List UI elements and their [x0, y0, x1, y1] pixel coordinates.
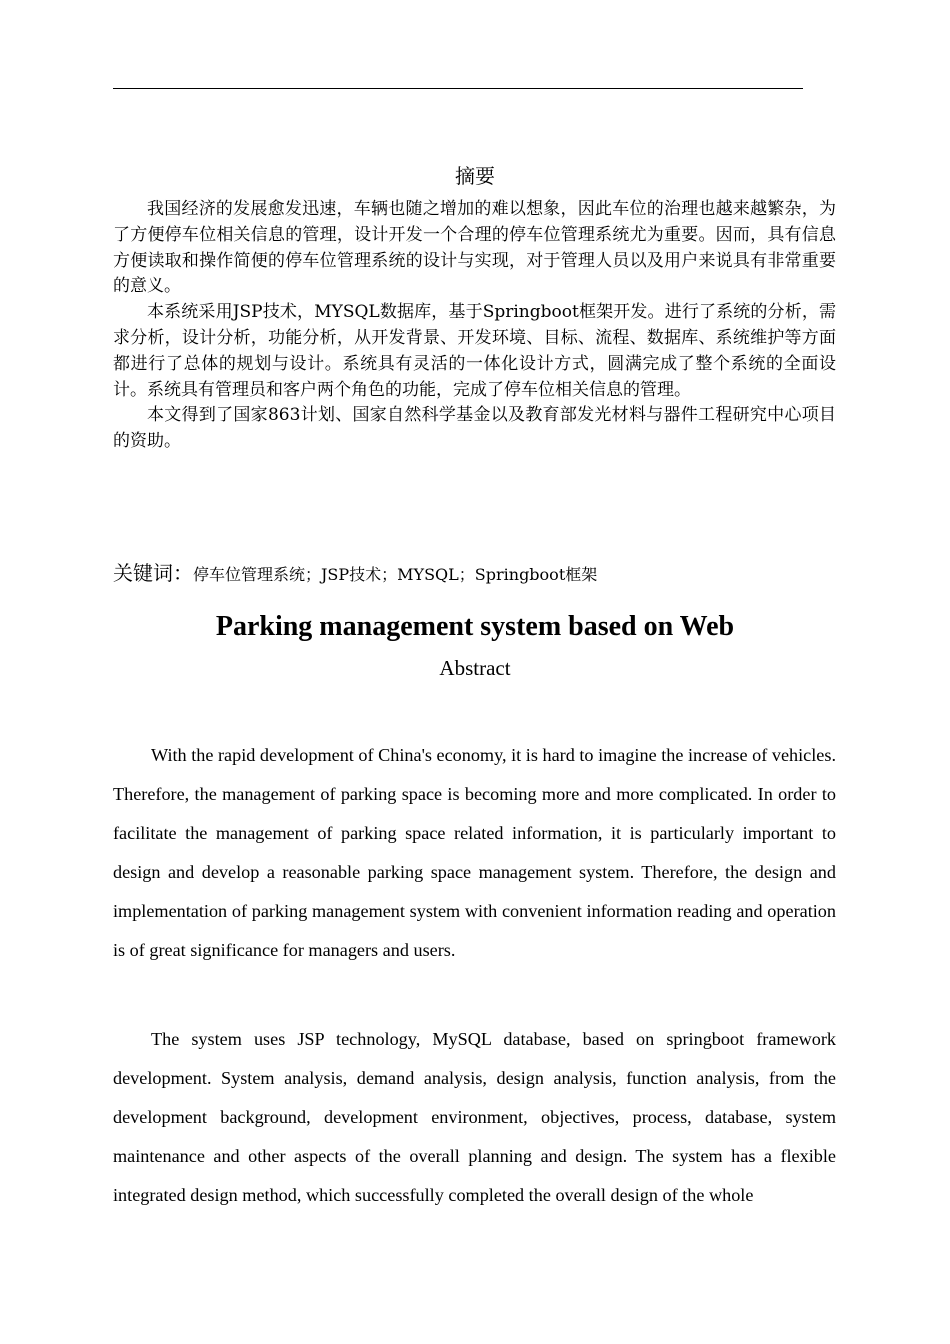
keywords-line — [113, 558, 836, 591]
en-abstract-heading: Abstract — [439, 656, 511, 680]
cn-abstract-title: 摘要 — [455, 164, 495, 188]
en-paragraph-1: With the rapid development of China's economy, it is hard to imagine the increase of vehicles. Therefore, the management of parking space is becoming more and more complicated. In order to facilitate the management of parking space related information, it is particularly important to design and develop a reasonable parking space management system. Therefore, the design and implementation of parking management system with convenient information reading and operation is of great significance for managers and users. — [113, 745, 836, 960]
cn-paragraph-3: 本文得到了国家863计划、国家自然科学基金以及教育部发光材料与器件工程研究中心项目的资助。 — [113, 405, 836, 452]
header-rule — [113, 88, 803, 89]
keywords-label: 关键词： — [113, 561, 193, 585]
cn-paragraph-1: 我国经济的发展愈发迅速，车辆也随之增加的难以想象，因此车位的治理也越来越繁杂，为了方便停车位相关信息的管理，设计开发一个合理的停车位管理系统尤为重要。因而，具有信息方便读取和操作简便的停车位管理系统的设计与实现，对于管理人员以及用户来说具有非常重要的意义。 — [113, 199, 836, 297]
en-abstract-body — [113, 736, 836, 1215]
keywords-value: 停车位管理系统；JSP技术；MYSQL；Springboot框架 — [193, 565, 598, 584]
cn-abstract-body — [113, 197, 836, 455]
en-paragraph-2: The system uses JSP technology, MySQL database, based on springboot framework development. System analysis, demand analysis, design analysis, function analysis, from the development background, development environment, objectives, process, database, system maintenance and other aspects of the overall planning and design. The system has a flexible integrated design method, which successfully completed the overall design of the whole — [113, 1029, 836, 1205]
en-title: Parking management system based on Web — [215, 611, 735, 642]
cn-paragraph-2: 本系统采用JSP技术，MYSQL数据库，基于Springboot框架开发。进行了系统的分析，需求分析，设计分析，功能分析，从开发背景、开发环境、目标、流程、数据库、系统维护等方面都进行了总体的规划与设计。系统具有灵活的一体化设计方式，圆满完成了整个系统的全面设计。系统具有管理员和客户两个角色的功能，完成了停车位相关信息的管理。 — [113, 302, 836, 400]
